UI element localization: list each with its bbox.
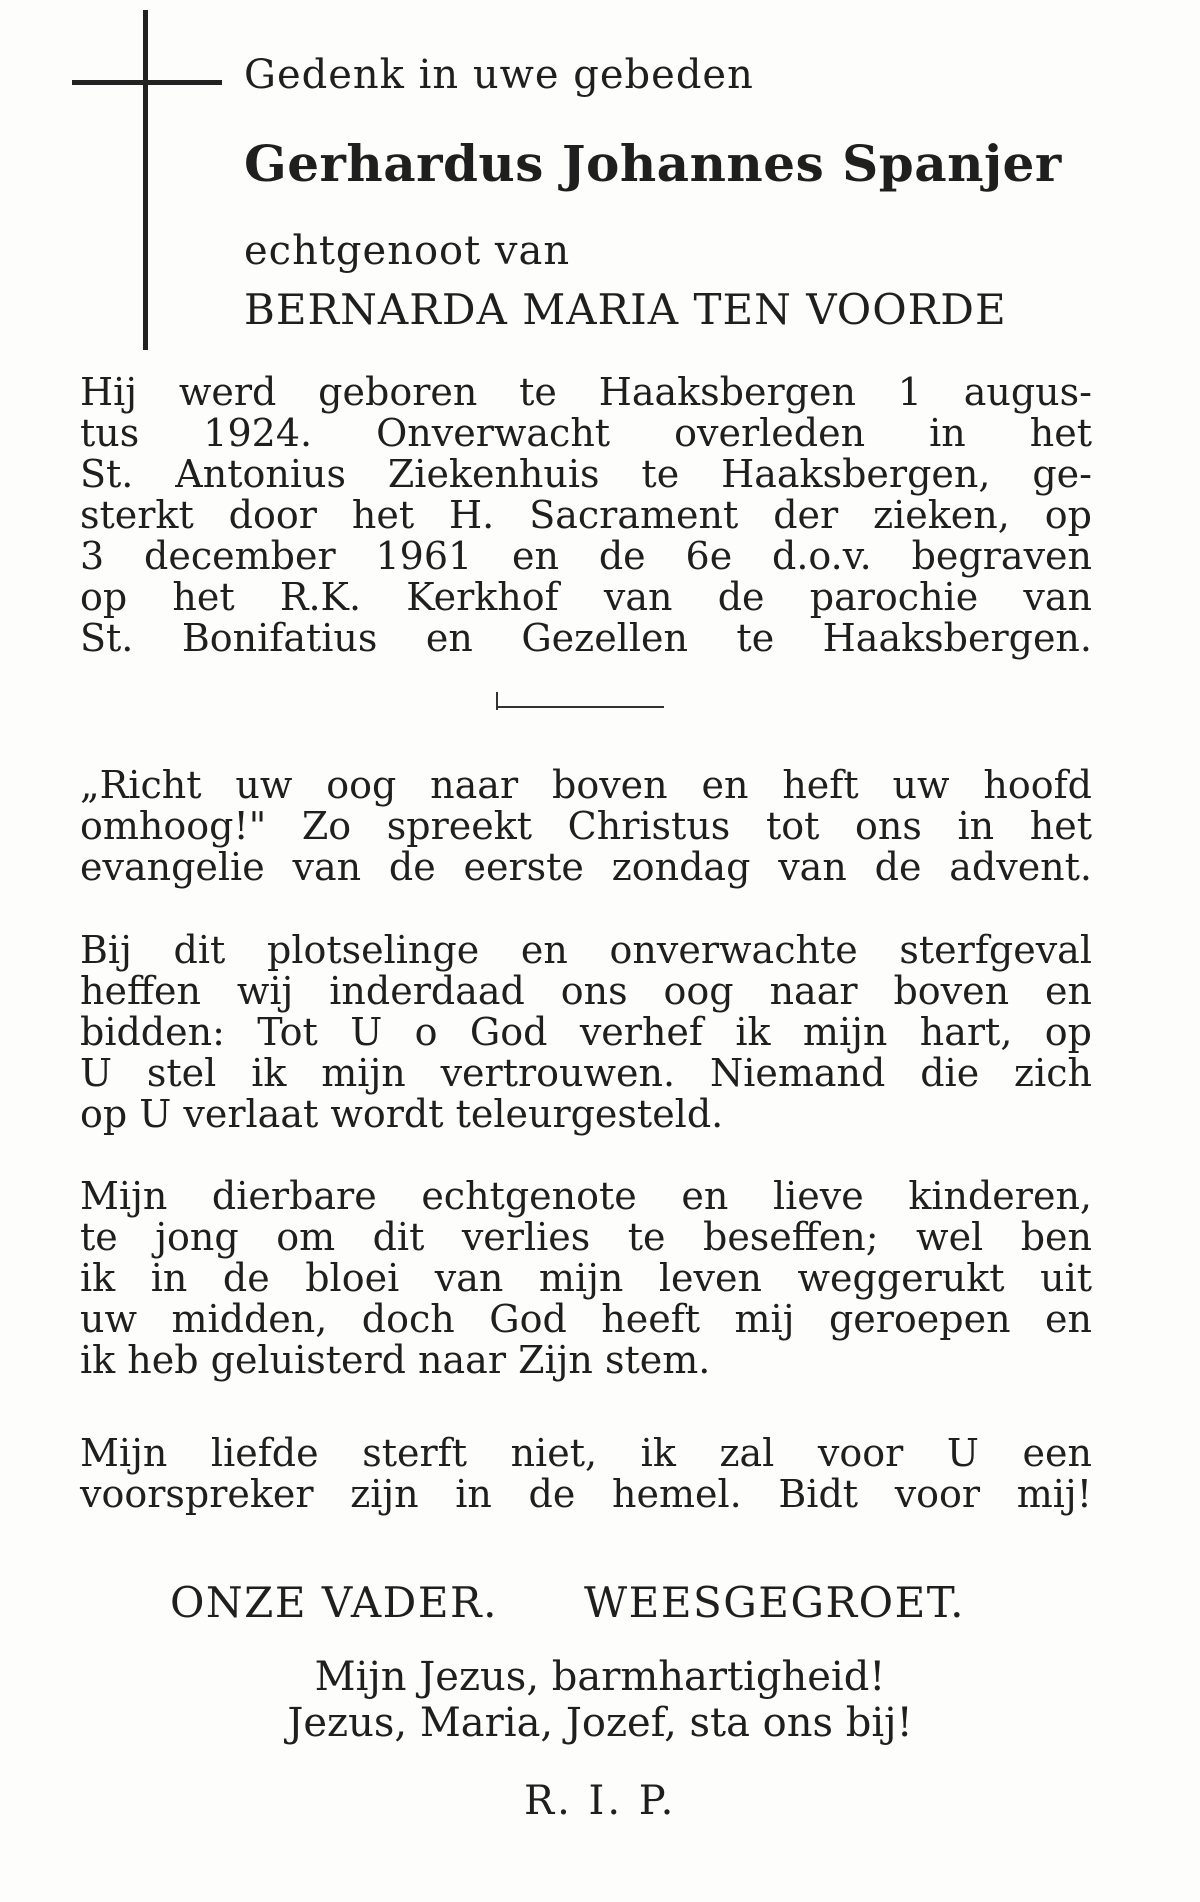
biography-line: Hij werd geboren te Haaksbergen 1 augus- (80, 370, 1092, 414)
farewell-line: uw midden, doch God heeft mij geroepen en (80, 1297, 1092, 1341)
invocation-line: Jezus, Maria, Jozef, sta ons bij! (287, 1700, 913, 1746)
biography-line: St. Antonius Ziekenhuis te Haaksbergen, ge- (80, 452, 1092, 496)
prayer-hail-mary: WEESGEGROET. (584, 1578, 965, 1627)
section-divider (498, 706, 664, 708)
reflection-paragraph (80, 930, 1092, 1135)
quote-paragraph (80, 765, 1092, 888)
intro-text: Gedenk in uwe gebeden (244, 52, 754, 98)
reflection-line: bidden: Tot U o God verhef ik mijn hart, op (80, 1010, 1092, 1054)
closing-line: Mijn liefde sterft niet, ik zal voor U een (80, 1431, 1092, 1475)
cross-icon-bar (72, 80, 222, 85)
quote-line: omhoog!" Zo spreekt Christus tot ons in het (80, 804, 1092, 848)
biography-line: St. Bonifatius en Gezellen te Haaksbergen. (80, 616, 1092, 660)
biography-line: op het R.K. Kerkhof van de parochie van (80, 575, 1092, 619)
deceased-name: Gerhardus Johannes Spanjer (244, 134, 1062, 193)
closing-line: voorspreker zijn in de hemel. Bidt voor mij! (80, 1472, 1092, 1516)
farewell-line: ik heb geluisterd naar Zijn stem. (80, 1338, 711, 1382)
quote-line: „Richt uw oog naar boven en heft uw hoofd (80, 763, 1092, 807)
biography-line: sterkt door het H. Sacrament der zieken, op (80, 493, 1092, 537)
farewell-line: Mijn dierbare echtgenote en lieve kinderen, (80, 1174, 1092, 1218)
cross-icon (143, 10, 148, 350)
spouse-label: echtgenoot van (244, 228, 571, 274)
quote-line: evangelie van de eerste zondag van de advent. (80, 845, 1092, 889)
prayers-line (170, 1578, 965, 1627)
closing-paragraph (80, 1433, 1092, 1515)
invocation-line: Mijn Jezus, barmhartigheid! (314, 1654, 886, 1700)
biography-line: tus 1924. Onverwacht overleden in het (80, 411, 1092, 455)
reflection-line: op U verlaat wordt teleurgesteld. (80, 1092, 724, 1136)
reflection-line: heffen wij inderdaad ons oog naar boven en (80, 969, 1092, 1013)
spouse-name: BERNARDA MARIA TEN VOORDE (244, 285, 1007, 334)
rip-text: R. I. P. (524, 1778, 677, 1824)
biography-line: 3 december 1961 en de 6e d.o.v. begraven (80, 534, 1092, 578)
farewell-line: ik in de bloei van mijn leven weggerukt uit (80, 1256, 1092, 1300)
farewell-line: te jong om dit verlies te beseffen; wel ben (80, 1215, 1092, 1259)
farewell-paragraph (80, 1176, 1092, 1381)
biography-paragraph (80, 372, 1092, 659)
reflection-line: U stel ik mijn vertrouwen. Niemand die zich (80, 1051, 1092, 1095)
prayer-our-father: ONZE VADER. (170, 1578, 498, 1627)
reflection-line: Bij dit plotselinge en onverwachte sterfgeval (80, 928, 1092, 972)
